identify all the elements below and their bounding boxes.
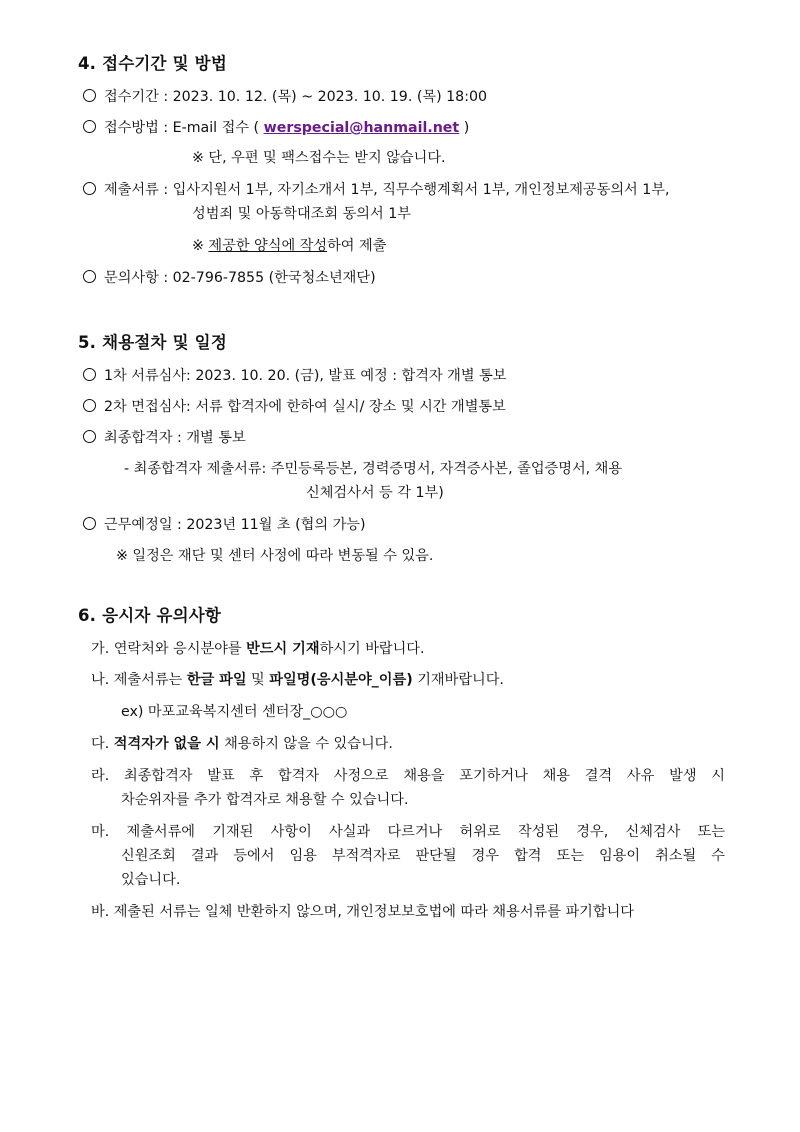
start-row xyxy=(83,515,366,535)
docs-note-post: 하여 제출 xyxy=(327,238,387,254)
docs-row xyxy=(83,180,670,200)
contact-label: 문의사항 xyxy=(104,270,159,286)
item-ba: 바. 제출된 서류는 일체 반환하지 않으며, 개인정보보호법에 따라 채용서류를 파기합니다 xyxy=(91,904,634,920)
docs-line-2: 성범죄 및 아동학대조회 동의서 1부 xyxy=(192,206,411,222)
circle-bullet-icon xyxy=(83,399,96,412)
section-6-title: 6. 응시자 유의사항 xyxy=(78,606,222,625)
final-row xyxy=(83,428,246,448)
period-value: : 2023. 10. 12. (목) ~ 2023. 10. 19. (목) 18:00 xyxy=(163,89,488,105)
docs-note xyxy=(192,236,386,256)
schedule-note: ※ 일정은 재단 및 센터 사정에 따라 변동될 수 있음. xyxy=(116,548,434,564)
docs-line-1: : 입사지원서 1부, 자기소개서 1부, 직무수행계획서 1부, 개인정보제공동의서 1부, xyxy=(163,182,670,198)
step1-row xyxy=(83,366,507,386)
item-ma-line-1: 마. 제출서류에 기재된 사항이 사실과 다르거나 허위로 작성된 경우, 신체검사 또는 xyxy=(91,824,725,840)
method-label: 접수방법 xyxy=(104,120,159,136)
item-da-pre: 다. xyxy=(91,736,114,752)
section-4-title: 4. 접수기간 및 방법 xyxy=(78,54,227,73)
method-pre: : E-mail 접수 ( xyxy=(163,120,260,136)
item-da-bold: 적격자가 없을 시 xyxy=(113,736,220,752)
step2-text: 2차 면접심사: 서류 합격자에 한하여 실시/ 장소 및 시간 개별통보 xyxy=(104,399,506,415)
item-ra-line-1: 라. 최종합격자 발표 후 합격자 사정으로 채용을 포기하거나 채용 결격 사유 발생 시 xyxy=(91,768,725,784)
item-ga-post: 하시기 바랍니다. xyxy=(319,641,425,657)
step2-row xyxy=(83,397,506,417)
item-ga xyxy=(91,639,425,659)
item-da xyxy=(91,734,393,754)
start-text: 근무예정일 : 2023년 11월 초 (협의 가능) xyxy=(104,517,366,533)
item-ma-line-3: 있습니다. xyxy=(121,872,181,888)
circle-bullet-icon xyxy=(83,368,96,381)
step1-text: 1차 서류심사: 2023. 10. 20. (금), 발표 예정 : 합격자 개별 통보 xyxy=(104,368,507,384)
final-text: 최종합격자 : 개별 통보 xyxy=(104,430,246,446)
method-post: ) xyxy=(463,120,470,136)
item-na-bold-1: 한글 파일 xyxy=(186,672,247,688)
item-ra-line-2: 차순위자를 추가 합격자로 채용할 수 있습니다. xyxy=(121,792,409,808)
circle-bullet-icon xyxy=(83,430,96,443)
item-da-post: 채용하지 않을 수 있습니다. xyxy=(219,736,393,752)
period-label: 접수기간 xyxy=(104,89,159,105)
circle-bullet-icon xyxy=(83,182,96,195)
circle-bullet-icon xyxy=(83,120,96,133)
contact-value: : 02-796-7855 (한국청소년재단) xyxy=(163,270,376,286)
item-ma-line-2: 신원조회 결과 등에서 임용 부적격자로 판단될 경우 합격 또는 임용이 취소될 수 xyxy=(121,848,725,864)
docs-label: 제출서류 xyxy=(104,182,159,198)
docs-note-mark: ※ xyxy=(192,238,209,254)
item-na-bold-2: 파일명(응시분야_이름) xyxy=(269,672,413,688)
period-row xyxy=(83,87,487,107)
final-docs-line-1: - 최종합격자 제출서류: 주민등록등본, 경력증명서, 자격증사본, 졸업증명서, 채용 xyxy=(124,461,623,477)
item-ga-pre: 가. 연락처와 응시분야를 xyxy=(91,641,247,657)
circle-bullet-icon xyxy=(83,89,96,102)
item-na-pre: 나. 제출서류는 xyxy=(91,672,187,688)
item-na-example: ex) 마포교육복지센터 센터장_○○○ xyxy=(121,704,348,720)
section-5-title: 5. 채용절차 및 일정 xyxy=(78,333,227,352)
method-row xyxy=(83,118,469,138)
item-na-mid: 및 xyxy=(246,672,270,688)
final-docs-line-2: 신체검사서 등 각 1부) xyxy=(306,485,444,501)
contact-row xyxy=(83,268,376,288)
item-na xyxy=(91,670,504,690)
item-ga-bold: 반드시 기재 xyxy=(246,641,320,657)
item-na-post: 기재바랍니다. xyxy=(412,672,504,688)
circle-bullet-icon xyxy=(83,517,96,530)
email-link[interactable]: werspecial@hanmail.net xyxy=(263,120,460,136)
method-note: ※ 단, 우편 및 팩스접수는 받지 않습니다. xyxy=(192,150,446,166)
docs-note-underline: 제공한 양식에 작성 xyxy=(208,238,328,254)
circle-bullet-icon xyxy=(83,270,96,283)
